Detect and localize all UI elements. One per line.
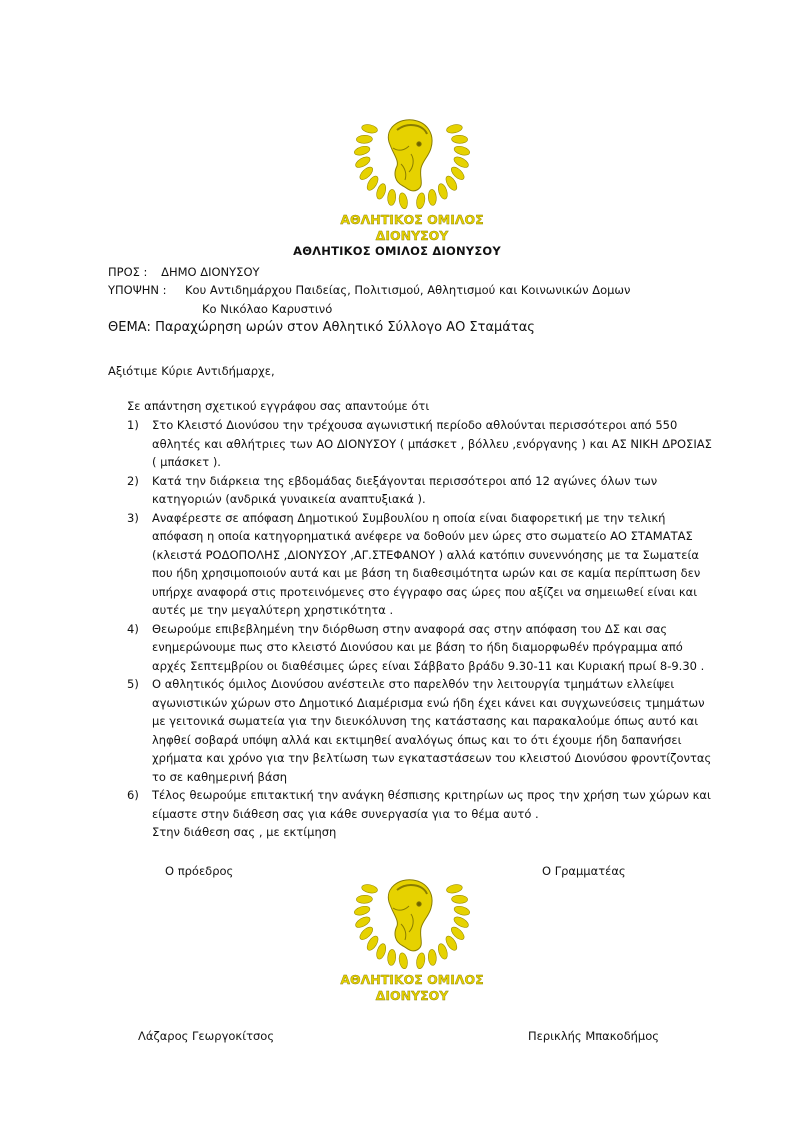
club-logo-stamp — [327, 868, 497, 1008]
list-item — [127, 472, 717, 509]
laurel-leaf-icon — [437, 183, 450, 201]
salutation: Αξιότιμε Κύριε Αντιδήμαρχε, — [108, 364, 275, 378]
laurel-leaf-icon — [428, 949, 437, 966]
attention-line — [108, 282, 631, 298]
laurel-leaf-icon — [415, 192, 426, 209]
item-number: 2) — [127, 473, 139, 488]
recipient-line — [108, 264, 260, 280]
secretary-title: Ο Γραμματέας — [542, 864, 626, 878]
list-item — [127, 620, 717, 676]
laurel-leaf-icon — [437, 943, 450, 961]
president-name: Λάζαρος Γεωργοκίτσος — [138, 1029, 275, 1043]
logo-text-line2: ΔΙΟΝΥΣΟΥ — [375, 988, 449, 1003]
item-text: Αναφέρεστε σε απόφαση Δημοτικού Συμβουλίου η οποία είναι διαφορετική με την τελική απόφαση η οποία κατηγορηματικά ανέφερε να δοθούν μεν ώρες στο σωματείο ΑΟ ΣΤΑΜΑΤΑΣ (κλειστά ΡΟΔΟΠΟΛΗΣ ,ΔΙΟΝΥΣΟΥ ,ΑΓ.ΣΤΕΦΑΝΟΥ ) αλλά κατόπιν συνεννόησης με τα Σωματεία που ήδη χρησιμοποιούν αυτά και με βάση τη διαθεσιμότητα ωρών και σε καμία περίπτωση δεν υπήρχε αναφορά στις προτεινόμενες στο έγγραφο σας ώρες που αξίζει να σημειωθεί είναι και αυτές με την μεγαλύτερη χρηστικότητα . — [152, 510, 701, 617]
laurel-leaf-icon — [446, 883, 463, 894]
item-text: Θεωρούμε επιβεβλημένη την διόρθωση στην αναφορά σας στην απόφαση του ΔΣ και σας ενημερώνουμε πως στο κλειστό Διονύσου και με βάση το ήδη διαμορφωθέν πρόγραμμα από αρχές Σεπτεμβρίου οι διαθέσιμες ώρες είναι Σάββατο βράδυ 9.30-11 και Κυριακή πρωί 8-9.30 . — [152, 621, 705, 673]
laurel-leaf-icon — [353, 905, 371, 917]
laurel-leaf-icon — [398, 952, 409, 969]
laurel-leaf-icon — [387, 189, 396, 206]
laurel-leaf-icon — [356, 135, 372, 144]
item-number: 5) — [127, 677, 139, 691]
laurel-leaf-icon — [428, 189, 437, 206]
laurel-leaf-icon — [387, 949, 396, 966]
subject-line: ΘΕΜΑ: Παραχώρηση ωρών στον Αθλητικό Σύλλογο ΑΟ Σταμάτας — [108, 320, 535, 335]
item-text: Τέλος θεωρούμε επιτακτική την ανάγκη θέσπισης κριτηρίων ως προς την χρήση των χώρων και είμαστε στην διάθεση σας για κάθε συνεργασία για το θέμα αυτό . — [152, 788, 711, 821]
secretary-name: Περικλής Μπακοδήμος — [528, 1029, 659, 1043]
attn-line2: Κο Νικόλαο Καρυστινό — [202, 302, 333, 316]
laurel-leaf-icon — [446, 123, 463, 134]
to-value: ΔΗΜΟ ΔΙΟΝΥΣΟΥ — [161, 265, 260, 279]
item-number: 4) — [127, 621, 139, 636]
laurel-leaf-icon — [361, 123, 378, 134]
logo-text-line1: ΑΘΛΗΤΙΚΟΣ ΟΜΙΛΟΣ — [340, 972, 484, 987]
item-number: 6) — [127, 788, 139, 802]
points-list — [127, 416, 717, 842]
attn-label: ΥΠΟΨΗΝ : — [108, 283, 167, 297]
item-text: Κατά την διάρκεια της εβδομάδας διεξάγονται περισσότεροι από 12 αγώνες όλων των κατηγοριών (ανδρικά γυναικεία αναπτυξιακά ). — [152, 473, 658, 506]
laurel-leaf-icon — [451, 135, 467, 144]
laurel-leaf-icon — [375, 183, 388, 201]
laurel-leaf-icon — [453, 905, 471, 917]
laurel-leaf-icon — [353, 145, 371, 157]
closing-line — [127, 823, 717, 842]
laurel-head-emblem-icon — [327, 108, 497, 248]
laurel-leaf-icon — [398, 192, 409, 209]
item-text: Στο Κλειστό Διονύσου την τρέχουσα αγωνιστική περίοδο αθλούνται περισσότεροι από 550 αθλητές και αθλήτριες των ΑΟ ΔΙΟΝΥΣΟΥ ( μπάσκετ , βόλλευ ,ενόργανης ) και ΑΣ ΝΙΚΗ ΔΡΟΣΙΑΣ ( μπάσκετ ). — [152, 418, 712, 469]
laurel-leaf-icon — [453, 145, 471, 157]
president-title: Ο πρόεδρος — [165, 864, 234, 878]
list-item — [127, 675, 717, 786]
laurel-leaf-icon — [415, 952, 426, 969]
attn-line1: Κου Αντιδημάρχου Παιδείας, Πολιτισμού, Αθλητισμού και Κοινωνικών Δομων — [185, 283, 631, 297]
club-heading: ΑΘΛΗΤΙΚΟΣ ΟΜΙΛΟΣ ΔΙΟΝΥΣΟΥ — [293, 244, 501, 258]
item-text: Ο αθλητικός όμιλος Διονύσου ανέστειλε στο παρελθόν την λειτουργία τμημάτων ελλείψει αγωνιστικών χώρων στο Δημοτικό Διαμέρισμα ενώ ήδη έχει κάνει και συγχωνεύσεις τμημάτων με γειτονικά σωματεία για την διευκόλυνση της κατάστασης και παρακαλούμε όπως αυτό και ληφθεί σοβαρά υπόψη αλλά και εκτιμηθεί αναλόγως όπως και το ότι έχουμε ήδη δαπανήσει χρήματα και χρόνο για την βελτίωση των εγκαταστάσεων του κλειστού Διονύσου φροντίζοντας το σε καθημερινή βάση — [152, 677, 712, 784]
logo-text-line2: ΔΙΟΝΥΣΟΥ — [375, 228, 449, 243]
closing-text: Στην διάθεση σας , με εκτίμηση — [152, 825, 337, 839]
list-item — [127, 786, 717, 823]
item-number: 1) — [127, 418, 139, 432]
to-label: ΠΡΟΣ : — [108, 265, 148, 279]
laurel-head-emblem-icon — [327, 868, 497, 1008]
item-number: 3) — [127, 510, 139, 525]
intro-text: Σε απάντηση σχετικού εγγράφου σας απαντούμε ότι — [127, 399, 430, 413]
list-item — [127, 416, 717, 472]
laurel-leaf-icon — [356, 895, 372, 904]
laurel-leaf-icon — [375, 943, 388, 961]
list-item — [127, 509, 717, 620]
club-logo — [327, 108, 497, 248]
laurel-leaf-icon — [451, 895, 467, 904]
laurel-leaf-icon — [361, 883, 378, 894]
logo-text-line1: ΑΘΛΗΤΙΚΟΣ ΟΜΙΛΟΣ — [340, 212, 484, 227]
